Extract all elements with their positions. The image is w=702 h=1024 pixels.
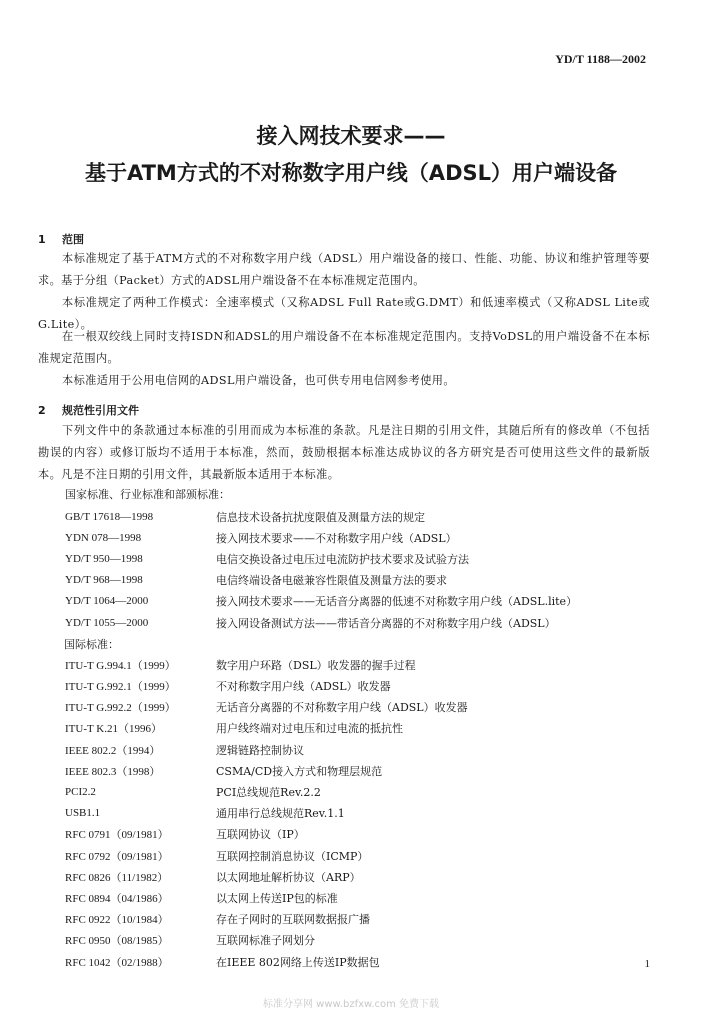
ref-code: ITU-T G.994.1（1999） <box>65 659 176 672</box>
ref-code: RFC 0922（10/1984） <box>65 914 169 927</box>
ref-title: 不对称数字用户线（ADSL）收发器 <box>216 680 391 694</box>
ref-code: ITU-T G.992.2（1999） <box>65 702 176 715</box>
list-item <box>65 866 665 887</box>
list-item <box>65 591 665 612</box>
ref-code: RFC 1042（02/1988） <box>65 956 169 969</box>
ref-title: 在IEEE 802网络上传送IP数据包 <box>216 955 380 969</box>
list-item <box>65 845 665 866</box>
list-item <box>65 909 665 930</box>
ref-code: IEEE 802.2（1994） <box>65 744 161 757</box>
page-number: 1 <box>644 958 650 970</box>
ref-code: YD/T 950—1998 <box>65 552 143 565</box>
ref-code: IEEE 802.3（1998） <box>65 765 161 778</box>
list-item <box>65 887 665 908</box>
ref-title: 互联网控制消息协议（ICMP） <box>216 849 369 863</box>
section2-title: 规范性引用文件 <box>62 404 139 417</box>
section1-heading <box>38 231 84 247</box>
ref-title: 存在子网时的互联网数据报广播 <box>216 913 370 927</box>
list-item <box>65 506 665 527</box>
document-title-line1: 接入网技术要求—— <box>256 124 446 148</box>
ref-code: ITU-T G.992.1（1999） <box>65 681 176 694</box>
section2-number: 2 <box>38 404 46 417</box>
ref-code: ITU-T K.21（1996） <box>65 723 162 736</box>
list-item <box>65 548 665 569</box>
list-item <box>65 951 665 972</box>
ref-code: PCI2.2 <box>65 786 96 799</box>
ref-title: CSMA/CD接入方式和物理层规范 <box>216 764 383 778</box>
standard-code: YD/T 1188—2002 <box>555 52 646 66</box>
national-standards-intro: 国家标准、行业标准和部颁标准： <box>65 488 230 501</box>
ref-code: RFC 0792（09/1981） <box>65 850 169 863</box>
ref-title: PCI总线规范Rev.2.2 <box>216 786 321 800</box>
ref-title: 接入网设备测试方法——带话音分离器的不对称数字用户线（ADSL） <box>216 616 556 630</box>
ref-title: 通用串行总线规范Rev.1.1 <box>216 807 345 821</box>
section1-number: 1 <box>38 233 46 246</box>
ref-code: GB/T 17618—1998 <box>65 510 154 523</box>
section1-title: 范围 <box>62 233 84 246</box>
ref-code: YD/T 1055—2000 <box>65 616 149 629</box>
ref-code: RFC 0791（09/1981） <box>65 829 169 842</box>
section2-heading <box>38 402 139 418</box>
list-item <box>65 803 665 824</box>
ref-code: RFC 0950（08/1985） <box>65 935 169 948</box>
ref-title: 逻辑链路控制协议 <box>216 743 304 757</box>
ref-code: USB1.1 <box>65 807 101 820</box>
ref-code: YDN 078—1998 <box>65 531 142 544</box>
list-item <box>65 570 665 591</box>
document-title-line2: 基于ATM方式的不对称数字用户线（ADSL）用户端设备 <box>84 161 618 185</box>
list-item <box>65 676 665 697</box>
ref-title: 接入网技术要求——无话音分离器的低速不对称数字用户线（ADSL.lite） <box>216 595 578 609</box>
list-item <box>65 739 665 760</box>
ref-title: 接入网技术要求——不对称数字用户线（ADSL） <box>216 531 457 545</box>
ref-title: 以太网上传送IP包的标准 <box>216 891 338 905</box>
section1-paragraph-1: 本标准规定了基于ATM方式的不对称数字用户线（ADSL）用户端设备的接口、性能、功能、协议和维护管理等要求。基于分组（Packet）方式的ADSL用户端设备不在本标准规定范围内。 <box>38 252 650 287</box>
ref-title: 电信终端设备电磁兼容性限值及测量方法的要求 <box>216 574 447 588</box>
watermark-text: 标准分享网 www.bzfxw.com 免费下载 <box>263 999 439 1010</box>
ref-title: 用户线终端对过电压和过电流的抵抗性 <box>216 722 403 736</box>
international-standards-heading: 国际标准： <box>64 637 119 651</box>
list-item <box>65 824 665 845</box>
section1-paragraph-2: 本标准规定了两种工作模式：全速率模式（又称ADSL Full Rate或G.DMT）和低速率模式（又称ADSL Lite或G.Lite）。 <box>38 296 650 331</box>
list-item <box>65 527 665 548</box>
ref-title: 电信交换设备过电压过电流防护技术要求及试验方法 <box>216 552 469 566</box>
ref-code: YD/T 1064—2000 <box>65 595 149 608</box>
list-item <box>65 612 665 633</box>
ref-title: 数字用户环路（DSL）收发器的握手过程 <box>216 658 416 672</box>
ref-title: 互联网标准子网划分 <box>216 934 315 948</box>
list-item <box>65 760 665 781</box>
section1-paragraph-4: 本标准适用于公用电信网的ADSL用户端设备，也可供专用电信网参考使用。 <box>62 374 455 387</box>
list-item <box>65 781 665 802</box>
list-item <box>65 654 665 675</box>
ref-title: 以太网地址解析协议（ARP） <box>216 870 361 884</box>
ref-title: 无话音分离器的不对称数字用户线（ADSL）收发器 <box>216 701 468 715</box>
list-item <box>65 718 665 739</box>
ref-code: YD/T 968—1998 <box>65 574 143 587</box>
ref-title: 互联网协议（IP） <box>216 828 305 842</box>
ref-code: RFC 0826（11/1982） <box>65 871 169 884</box>
reference-list <box>65 506 665 972</box>
ref-code: RFC 0894（04/1986） <box>65 892 169 905</box>
list-item <box>65 930 665 951</box>
section2-paragraph: 下列文件中的条款通过本标准的引用而成为本标准的条款。凡是注日期的引用文件，其随后所有的修改单（不包括勘误的内容）或修订版均不适用于本标准，然而，鼓励根据本标准达成协议的各方研究是否可使用这些文件的最新版本。凡是不注日期的引用文件，其最新版本适用于本标准。 <box>38 424 650 481</box>
section1-paragraph-3: 在一根双绞线上同时支持ISDN和ADSL的用户端设备不在本标准规定范围内。支持VoDSL的用户端设备不在本标准规定范围内。 <box>38 330 650 365</box>
ref-title: 信息技术设备抗扰度限值及测量方法的规定 <box>216 510 425 524</box>
list-item <box>65 697 665 718</box>
